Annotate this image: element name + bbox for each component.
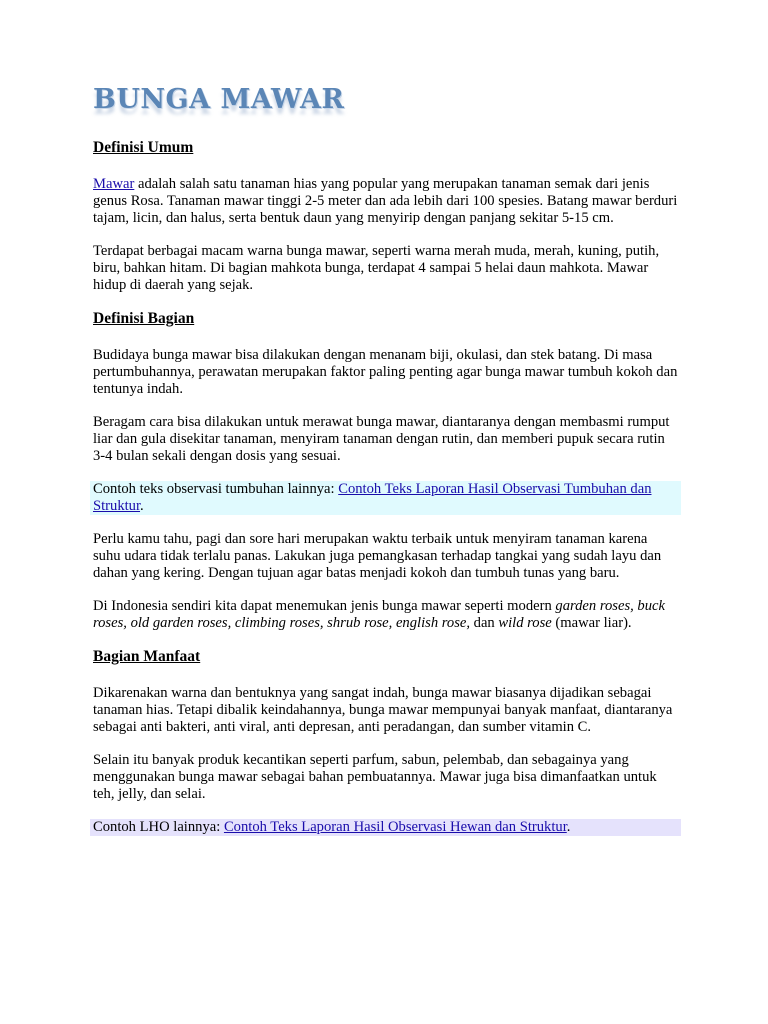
- paragraph-definisi-bagian-1: Budidaya bunga mawar bisa dilakukan dengan menanam biji, okulasi, dan stek batang. Di masa pertumbuhannya, perawatan merupakan faktor paling penting agar bunga mawar tumbuh kokoh dan tentunya indah.: [93, 347, 678, 397]
- paragraph-definisi-umum-2: Terdapat berbagai macam warna bunga mawar, seperti warna merah muda, merah, kuning, putih, biru, bahkan hitam. Di bagian mahkota bunga, terdapat 4 sampai 5 helai daun mahkota. Mawar hidup di daerah yang sejak.: [93, 243, 660, 293]
- paragraph-definisi-bagian-4: [93, 598, 678, 632]
- observasi-hewan-link[interactable]: Contoh Teks Laporan Hasil Observasi Hewan dan Struktur: [223, 819, 567, 835]
- heading-definisi-bagian: Definisi Bagian: [93, 310, 195, 327]
- paragraph-text: adalah salah satu tanaman hias yang popular yang merupakan tanaman semak dari jenis genus Rosa. Tanaman mawar tinggi 2-5 meter dan ada lebih dari 100 spesies. Batang mawar berduri tajam, licin, dan halus, serta bentuk daun yang menyirip dengan panjang sekitar 5-15 cm.: [93, 176, 678, 226]
- callout-suffix: .: [566, 819, 571, 835]
- callout-hewan: [90, 819, 681, 836]
- callout-suffix: .: [140, 498, 144, 514]
- callout-prefix: Contoh LHO lainnya:: [93, 819, 224, 835]
- observasi-tumbuhan-link[interactable]: Contoh Teks Laporan Hasil Observasi Tumbuhan dan Struktur: [93, 481, 652, 514]
- callout-tumbuhan: [90, 481, 681, 515]
- document-body: [93, 139, 678, 852]
- heading-bagian-manfaat: Bagian Manfaat: [93, 648, 201, 665]
- paragraph-bagian-manfaat-2: Selain itu banyak produk kecantikan seperti parfum, sabun, pelembab, dan sebagainya yang menggunakan bunga mawar sebagai bahan pembuatannya. Mawar juga bisa dimanfaatkan untuk teh, jelly, dan selai.: [93, 752, 657, 802]
- paragraph-definisi-bagian-3: Perlu kamu tahu, pagi dan sore hari merupakan waktu terbaik untuk menyiram tanaman karena suhu udara tidak terlalu panas. Lakukan juga pemangkasan terhadap tangkai yang sudah layu dan dahan yang kering. Dengan tujuan agar batas menjadi kokoh dan tumbuh tunas yang baru.: [93, 531, 662, 581]
- callout-prefix: Contoh teks observasi tumbuhan lainnya:: [93, 481, 339, 497]
- mawar-link[interactable]: Mawar: [93, 176, 135, 192]
- paragraph-definisi-umum-1: [93, 176, 678, 227]
- paragraph-definisi-bagian-2: Beragam cara bisa dilakukan untuk merawat bunga mawar, diantaranya dengan membasmi rumput liar dan gula disekitar tanaman, menyiram tanaman dengan rutin, dan memberi pupuk secara rutin 3-4 bulan sekali dengan dosis yang sesuai.: [93, 414, 670, 464]
- paragraph-text: dan: [470, 615, 499, 631]
- wild-rose-italic: wild rose: [498, 615, 552, 631]
- document-title: BUNGA MAWAR: [93, 84, 345, 115]
- paragraph-bagian-manfaat-1: Dikarenakan warna dan bentuknya yang sangat indah, bunga mawar biasanya dijadikan sebagai tanaman hias. Tetapi dibalik keindahannya, bunga mawar mempunyai banyak manfaat, diantaranya sebagai anti bakteri, anti viral, anti depresan, anti peradangan, dan sumber vitamin C.: [93, 685, 673, 735]
- rose-varieties-italic: garden roses, buck roses, old garden roses, climbing roses, shrub rose, english rose,: [93, 598, 665, 631]
- heading-definisi-umum: Definisi Umum: [93, 139, 194, 156]
- paragraph-text: Di Indonesia sendiri kita dapat menemukan jenis bunga mawar seperti modern: [93, 598, 556, 614]
- callout-hewan-text: [93, 819, 678, 836]
- callout-tumbuhan-text: [93, 481, 678, 515]
- paragraph-text: (mawar liar).: [551, 615, 632, 631]
